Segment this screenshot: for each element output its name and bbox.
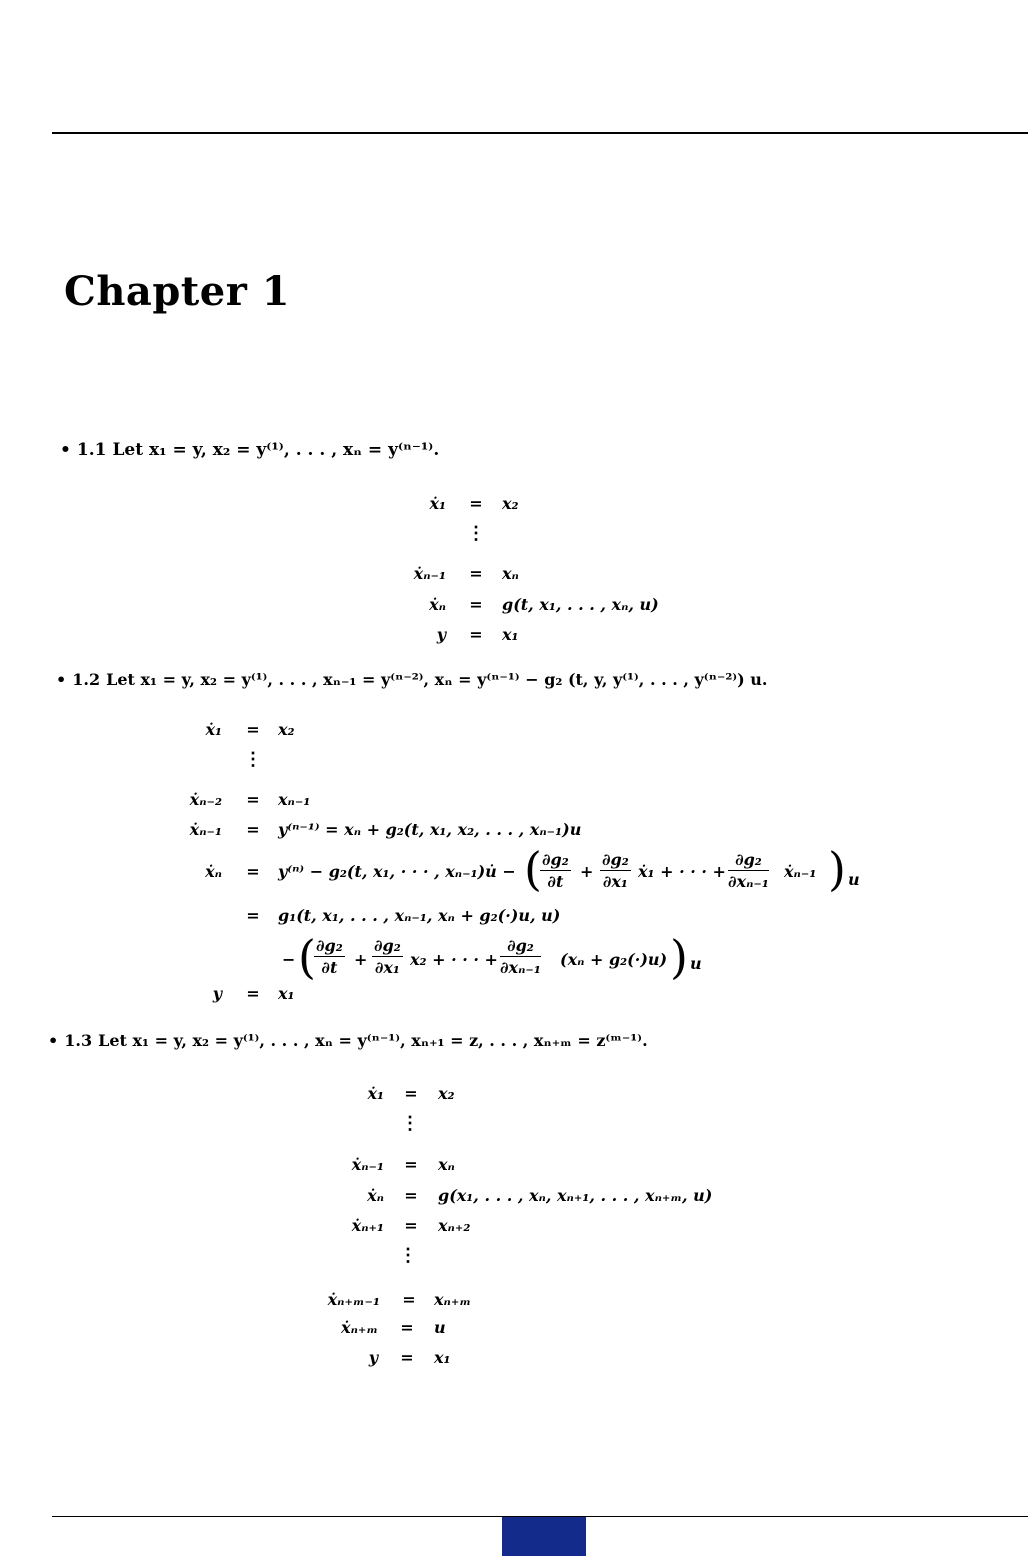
right-paren: ) (670, 930, 688, 984)
eq-term: u (848, 870, 860, 889)
eq-rel: = (400, 1348, 414, 1367)
eq-rel: = (469, 625, 483, 644)
eq-lhs: ẋₙ (367, 1186, 384, 1205)
top-rule (52, 132, 1028, 134)
right-paren: ) (828, 842, 846, 896)
eq-lhs: ẋₙ₊₁ (351, 1216, 384, 1235)
problem-1-3 (48, 1031, 648, 1050)
vdots: ⋮ (401, 1113, 419, 1134)
eq-rel: = (404, 1216, 418, 1235)
problem-1-1 (60, 440, 439, 460)
eq-rhs: g(t, x₁, . . . , xₙ, u) (502, 595, 659, 614)
page-tab (502, 1517, 586, 1556)
eq-rhs: xₙ₊ₘ (434, 1290, 471, 1309)
eq-rel: = (404, 1155, 418, 1174)
eq-term: (xₙ + g₂(·)u) (560, 950, 668, 969)
fraction (314, 936, 345, 977)
problem-number: 1.3 (64, 1031, 93, 1050)
fraction-numerator: ∂g₂ (374, 936, 401, 955)
problem-1-2 (56, 670, 767, 689)
eq-rel: = (246, 906, 260, 925)
eq-rel: = (246, 720, 260, 739)
eq-rhs: xₙ₋₁ (278, 790, 311, 809)
fraction-denominator: ∂x₁ (602, 872, 628, 891)
plus-sign: + (354, 950, 368, 969)
fraction-numerator: ∂g₂ (316, 936, 343, 955)
fraction-denominator: ∂t (321, 958, 338, 977)
bullet: • (60, 440, 71, 460)
fraction-denominator: ∂xₙ₋₁ (728, 872, 769, 891)
bullet: • (48, 1031, 59, 1050)
eq-lhs: ẋₙ₋₁ (189, 820, 222, 839)
eq-rel: = (400, 1318, 414, 1337)
eq-rel: = (404, 1084, 418, 1103)
eq-rhs: x₁ (434, 1348, 451, 1367)
eq-rel: = (469, 494, 483, 513)
eq-rel: = (246, 862, 260, 881)
eq-rhs: xₙ (502, 564, 519, 583)
vdots: ⋮ (399, 1245, 417, 1266)
eq-rhs: g(x₁, . . . , xₙ, xₙ₊₁, . . . , xₙ₊ₘ, u) (438, 1186, 713, 1205)
left-paren: ( (298, 930, 316, 984)
problem-statement: Let x₁ = y, x₂ = y⁽¹⁾, . . . , xₙ₋₁ = y⁽ⁿ⁻²⁾, xₙ = y⁽ⁿ⁻¹⁾ − g₂ (t, y, y⁽¹⁾, . . . , y⁽ⁿ⁻²⁾) u. (106, 670, 768, 689)
eq-lhs: y (436, 625, 446, 644)
fraction-denominator: ∂xₙ₋₁ (500, 958, 541, 977)
eq-rel: = (246, 820, 260, 839)
eq-rhs: x₂ (502, 494, 519, 513)
eq-rhs: y⁽ⁿ⁻¹⁾ = xₙ + g₂(t, x₁, x₂, . . . , xₙ₋₁)u (278, 820, 582, 839)
eq-lhs: y (368, 1348, 378, 1367)
eq-lhs: ẋₙ₋₁ (351, 1155, 384, 1174)
eq-lhs: y (212, 984, 222, 1003)
fraction (500, 936, 541, 977)
eq-rel: = (246, 790, 260, 809)
fraction-denominator: ∂t (547, 872, 564, 891)
problem-number: 1.1 (76, 440, 107, 460)
eq-lhs: ẋₙ₊ₘ (341, 1318, 378, 1337)
left-paren: ( (524, 842, 542, 896)
eq-rel: = (246, 984, 260, 1003)
eq-lhs: ẋ₁ (429, 494, 446, 513)
minus-sign: − (282, 950, 296, 969)
eq-rel: = (404, 1186, 418, 1205)
chapter-title: Chapter 1 (64, 268, 291, 315)
vdots: ⋮ (244, 749, 262, 770)
fraction-numerator: ∂g₂ (500, 936, 541, 957)
fraction (372, 936, 403, 977)
eq-rhs: x₂ (438, 1084, 455, 1103)
eq-term: ẋₙ₋₁ (784, 862, 817, 881)
fraction-numerator: ∂g₂ (728, 850, 769, 871)
problem-statement: Let x₁ = y, x₂ = y⁽¹⁾, . . . , xₙ = y⁽ⁿ⁻¹⁾, xₙ₊₁ = z, . . . , xₙ₊ₘ = z⁽ᵐ⁻¹⁾. (98, 1031, 648, 1050)
eq-rhs: x₁ (502, 625, 519, 644)
vdots: ⋮ (467, 523, 485, 544)
eq-rhs: y⁽ⁿ⁾ − g₂(t, x₁, · · · , xₙ₋₁)u̇ − (278, 862, 516, 881)
eq-lhs: ẋₙ₋₁ (413, 564, 446, 583)
eq-rhs: x₂ (278, 720, 295, 739)
eq-rhs: xₙ (438, 1155, 455, 1174)
eq-rhs: u (434, 1318, 446, 1337)
eq-lhs: ẋₙ (205, 862, 222, 881)
eq-lhs: ẋₙ₋₂ (189, 790, 222, 809)
eq-rhs: xₙ₊₂ (438, 1216, 471, 1235)
fraction-numerator: ∂g₂ (542, 850, 569, 869)
eq-rel: = (469, 595, 483, 614)
eq-rhs: g₁(t, x₁, . . . , xₙ₋₁, xₙ + g₂(·)u, u) (278, 906, 561, 925)
eq-lhs: ẋₙ (429, 595, 446, 614)
fraction (540, 850, 571, 891)
problem-number: 1.2 (72, 670, 101, 689)
eq-lhs: ẋ₁ (367, 1084, 384, 1103)
fraction (600, 850, 631, 891)
bullet: • (56, 670, 67, 689)
problem-statement: Let x₁ = y, x₂ = y⁽¹⁾, . . . , xₙ = y⁽ⁿ⁻¹⁾. (112, 440, 440, 460)
eq-term: u (690, 954, 702, 973)
eq-lhs: ẋₙ₊ₘ₋₁ (327, 1290, 380, 1309)
eq-term: ẋ₁ + · · · + (638, 862, 726, 881)
eq-term: x₂ + · · · + (410, 950, 498, 969)
eq-lhs: ẋ₁ (205, 720, 222, 739)
eq-rhs: x₁ (278, 984, 295, 1003)
eq-rel: = (402, 1290, 416, 1309)
fraction (728, 850, 769, 891)
fraction-numerator: ∂g₂ (602, 850, 629, 869)
eq-rel: = (469, 564, 483, 583)
plus-sign: + (580, 862, 594, 881)
fraction-denominator: ∂x₁ (374, 958, 400, 977)
